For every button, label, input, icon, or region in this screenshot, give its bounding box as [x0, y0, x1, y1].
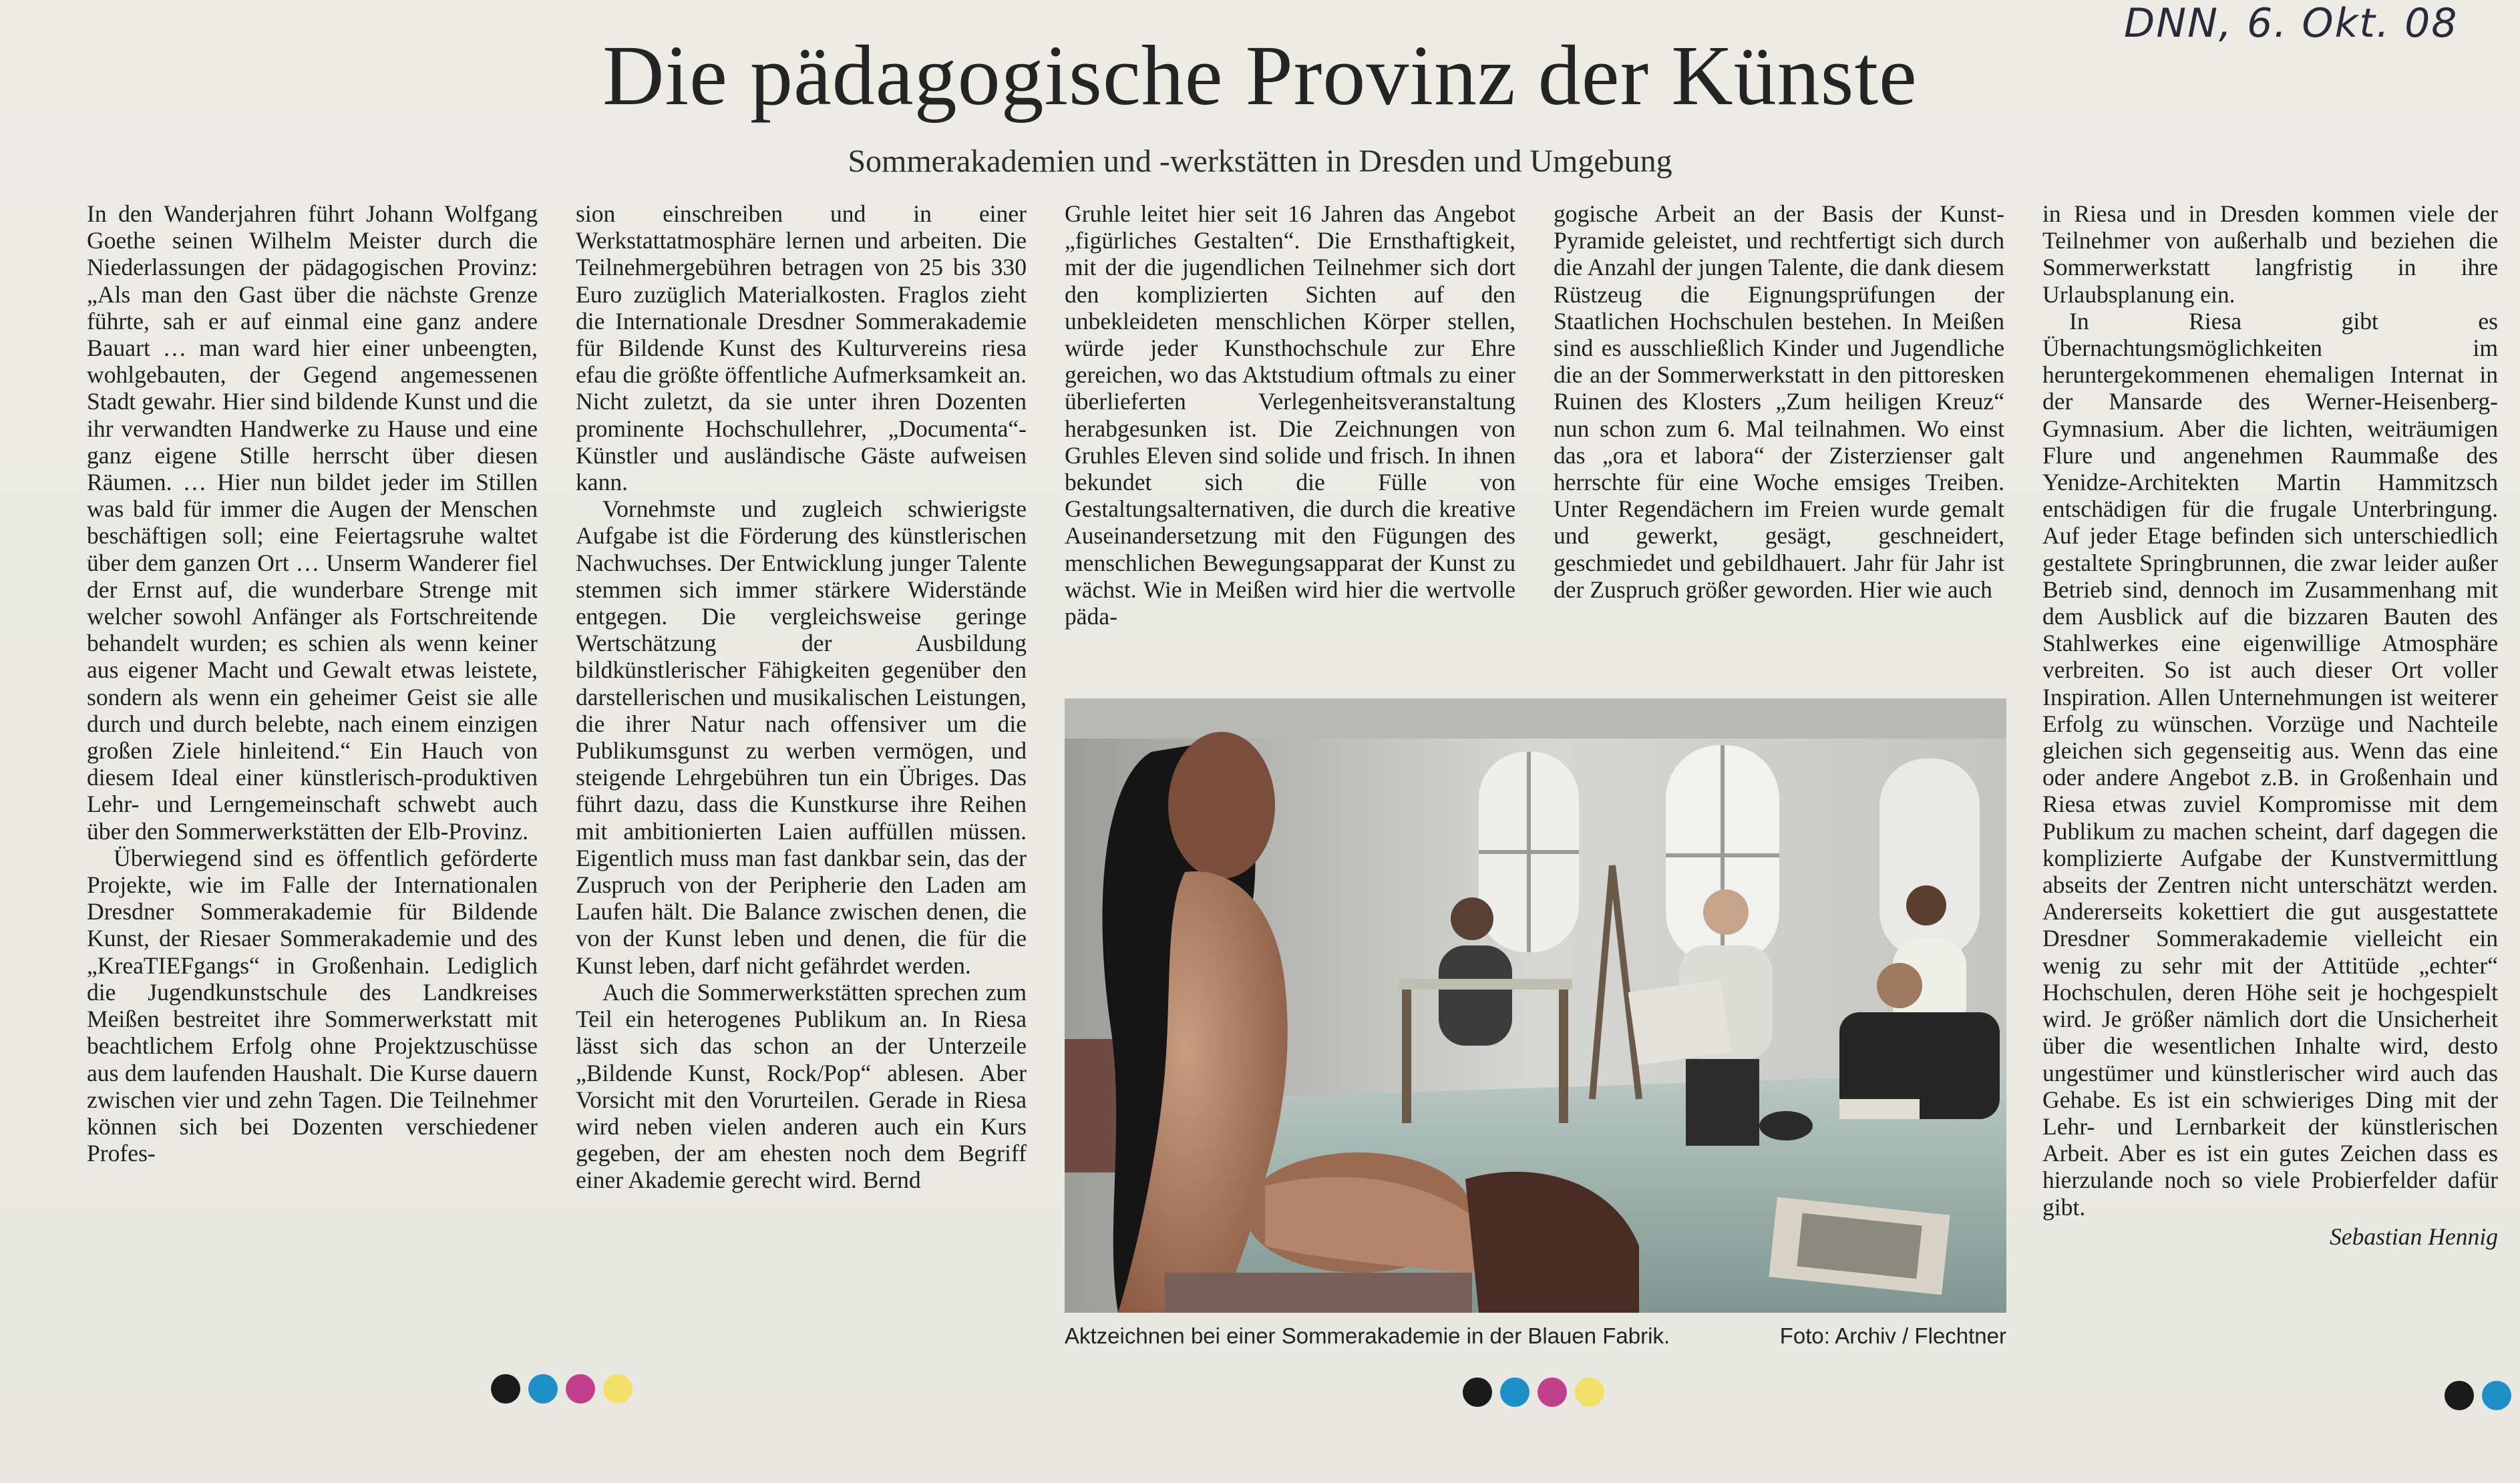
- article-column-3: [1065, 200, 1515, 654]
- article-column-4: [1554, 200, 2004, 668]
- subheadline: Sommerakademien und -werkstätten in Dresden und Umgebung: [848, 144, 1672, 179]
- paragraph: in Riesa und in Dresden kommen viele der Teilnehmer von außerhalb und beziehen die Sommerwerkstatt langfristig in ihre Urlaubsplanung ein.: [2042, 200, 2498, 308]
- handwritten-date-note: DNN, 6. Okt. 08: [2124, 0, 2459, 47]
- photo-caption: Aktzeichnen bei einer Sommerakademie in der Blauen Fabrik.: [1065, 1323, 1670, 1348]
- paragraph: sion einschreiben und in einer Werkstattatmosphäre lernen und arbeiten. Die Teilnehmergebühren betragen von 25 bis 330 Euro zuzüglich Materialkosten. Fraglos zieht die Internationale Dresdner Sommerakademie für Bildende Kunst des Kulturvereins riesa efau die größte öffentliche Aufmerksamkeit an. Nicht zuletzt, da sie unter ihren Dozenten prominente Hochschullehrer, „Documenta“-Künstler und ausländische Gäste aufweisen kann.: [576, 200, 1027, 496]
- paragraph: Auch die Sommerwerkstätten sprechen zum Teil ein heterogenes Publikum an. In Riesa lässt sich das schon an der Unterzeile „Bildende Kunst, Rock/Pop“ ablesen. Aber Vorsicht mit den Vorurteilen. Gerade in Riesa wird neben vielen anderen auch ein Kurs gegeben, der am ehesten noch dem Begriff einer Akademie gerecht wird. Bernd: [576, 978, 1027, 1194]
- photo-credit: Foto: Archiv / Flechtner: [1779, 1323, 2006, 1348]
- article-column-1: [87, 200, 538, 1167]
- paragraph: Überwiegend sind es öffentlich geförderte Projekte, wie im Falle der Internationalen Dresdner Sommerakademie für Bildende Kunst, der Riesaer Sommerakademie und des „KreaTIEFgangs“ in Großenhain. Lediglich die Jugendkunstschule des Landkreises Meißen bestreitet ihre Sommerwerkstatt mit beachtlichem Erfolg ohne Projektzuschüsse aus dem laufenden Haushalt. Die Kurse dauern zwischen vier und zehn Tagen. Die Teilnehmer können sich bei Dozenten verschiedener Profes-: [87, 844, 538, 1167]
- paragraph: gogische Arbeit an der Basis der Kunst-Pyramide geleistet, und rechtfertigt sich durch die Anzahl der jungen Talente, die dank diesem Rüstzeug die Eignungsprüfungen der Staatlichen Hochschulen bestehen. In Meißen sind es ausschließlich Kinder und Jugendliche die an der Sommerwerkstatt in den pittoresken Ruinen des Klosters „Zum heiligen Kreuz“ nun schon zum 6. Mal teilnahmen. Wo einst das „ora et labora“ der Zisterzienser galt herrschte für eine Woche emsiges Treiben. Unter Regendächern im Freien wurde gemalt und gewerkt, gesägt, geschneidert, geschmiedet und gebildhauert. Jahr für Jahr ist der Zuspruch größer geworden. Hier wie auch: [1554, 200, 2004, 603]
- paragraph: In den Wanderjahren führt Johann Wolfgang Goethe seinen Wilhelm Meister durch die Niederlassungen der pädagogischen Provinz: „Als man den Gast über die nächste Grenze führte, sah er auf einmal eine ganz andere Bauart … man ward hier einer unbeengten, wohlgebauten, der Gegend angemessenen Stadt gewahr. Hier sind bildende Kunst und die ihr verwandten Handwerke zu Hause und eine ganz eigene Stille herrscht über diesen Räumen. … Hier nun bildet jeder im Stillen was bald für immer die Augen der Menschen beschäftigen soll; eine Feiertagsruhe waltet über dem ganzen Ort … Unserm Wanderer fiel der Ernst auf, die wunderbare Strenge mit welcher sowohl Anfänger als Fortschreitende behandelt wurden; es schien als wenn keiner aus eigener Macht und Gewalt etwas leistete, sondern als wenn ein geheimer Geist sie alle durch und durch belebte, nach einem einzigen großen Ziele hinleitend.“ Ein Hauch von diesem Ideal einer künstlerisch-produktiven Lehr- und Lerngemeinschaft schwebt auch über den Sommerwerkstätten der Elb-Provinz.: [87, 200, 538, 845]
- registration-dot-cyan: [1500, 1378, 1529, 1407]
- article-column-2: [576, 200, 1027, 1194]
- registration-dot-magenta: [1538, 1378, 1567, 1407]
- registration-dot-black: [2445, 1381, 2474, 1410]
- registration-dots-center: [1463, 1378, 1604, 1407]
- author-byline: Sebastian Hennig: [2330, 1223, 2498, 1250]
- registration-dot-yellow: [1575, 1378, 1604, 1407]
- paragraph: Gruhle leitet hier seit 16 Jahren das Angebot „figürliches Gestalten“. Die Ernsthaftigkeit, mit der die jugendlichen Teilnehmer sich dort den komplizierten Sichten auf den unbekleideten menschlichen Körper stellen, würde jeder Kunsthochschule zur Ehre gereichen, wo das Aktstudium oftmals zu einer überlieferten Verlegenheitsveranstaltung herabgesunken ist. Die Zeichnungen von Gruhles Eleven sind solide und frisch. In ihnen bekundet sich die Fülle von Gestaltungsalternativen, die durch die kreative Auseinandersetzung mit den Fügungen des menschlichen Bewegungsapparat der Kunst zu wächst. Wie in Meißen wird hier die wertvolle päda-: [1065, 200, 1515, 630]
- registration-dot-black: [491, 1374, 520, 1404]
- registration-dot-black: [1463, 1378, 1492, 1407]
- paragraph: Vornehmste und zugleich schwierigste Aufgabe ist die Förderung des künstlerischen Nachwuchses. Der Entwicklung junger Talente stemmen sich immer stärkere Widerstände entgegen. Die vergleichsweise geringe Wertschätzung der Ausbildung bildkünstlerischer Fähigkeiten gegenüber den darstellerischen und musikalischen Leistungen, die ihrer Natur nach offensiver um die Publikumsgunst zu werben vermögen, und steigende Lehrgebühren tun ein Übriges. Das führt dazu, dass die Kunstkurse ihre Reihen mit ambitionierten Laien auffüllen müssen. Eigentlich muss man fast dankbar sein, das der Zuspruch von der Peripherie den Laden am Laufen hält. Die Balance zwischen denen, die von der Kunst leben und denen, die für die Kunst leben, darf nicht gefährdet werden.: [576, 495, 1027, 979]
- registration-dots-right: [2445, 1381, 2511, 1410]
- article-column-5: [2042, 200, 2498, 1250]
- registration-dot-cyan: [2482, 1381, 2511, 1410]
- registration-dot-yellow: [603, 1374, 633, 1404]
- headline: Die pädagogische Provinz der Künste: [602, 28, 1918, 123]
- registration-dot-magenta: [566, 1374, 595, 1404]
- registration-dot-cyan: [528, 1374, 558, 1404]
- registration-dots-left: [491, 1374, 633, 1404]
- article-photo: [1065, 698, 2006, 1313]
- life-drawing-class-photo: [1065, 698, 2006, 1313]
- photo-caption-row: [1065, 1323, 2006, 1349]
- paragraph: In Riesa gibt es Übernachtungsmöglichkeiten im heruntergekommenen ehemaligen Internat in der Mansarde des Werner-Heisenberg-Gymnasium. Aber die lichten, weiträumigen Flure und angenehmen Raummaße des Yenidze-Architekten Martin Hammitzsch entschädigen für die frugale Unterbringung. Auf jeder Etage befinden sich unterschiedlich gestaltete Springbrunnen, die zwar leider außer Betrieb sind, dennoch im Zusammenhang mit dem Ausblick auf die bizzaren Bauten des Stahlwerkes eine eigenwillige Atmosphäre verbreiten. So ist auch dieser Ort voller Inspiration. Allen Unternehmungen ist weiterer Erfolg zu wünschen. Vorzüge und Nachteile gleichen sich gegenseitig aus. Wenn das eine oder andere Angebot z.B. in Großenhain und Riesa etwas zuviel Kompromisse mit dem Publikum zu machen scheint, darf dagegen die komplizierte Aufgabe der Kunstvermittlung abseits der Zentren nicht unterschätzt werden. Andererseits kokettiert die gut ausgestattete Dresdner Sommerakademie vielleicht ein wenig zu sehr mit der Attitüde „echter“ Hochschulen, deren Höhe seit je hochgespielt wird. Je größer nämlich dort die Unsicherheit über die wesentlichen Inhalte wird, desto ungestümer und künstlerischer wird auch das Gehabe. Es ist ein schwieriges Ding mit der Lehr- und Lernbarkeit der künstlerischen Arbeit. Aber es ist ein gutes Zeichen dass es hierzulande noch so viele Probierfelder dafür gibt.: [2042, 307, 2498, 1221]
